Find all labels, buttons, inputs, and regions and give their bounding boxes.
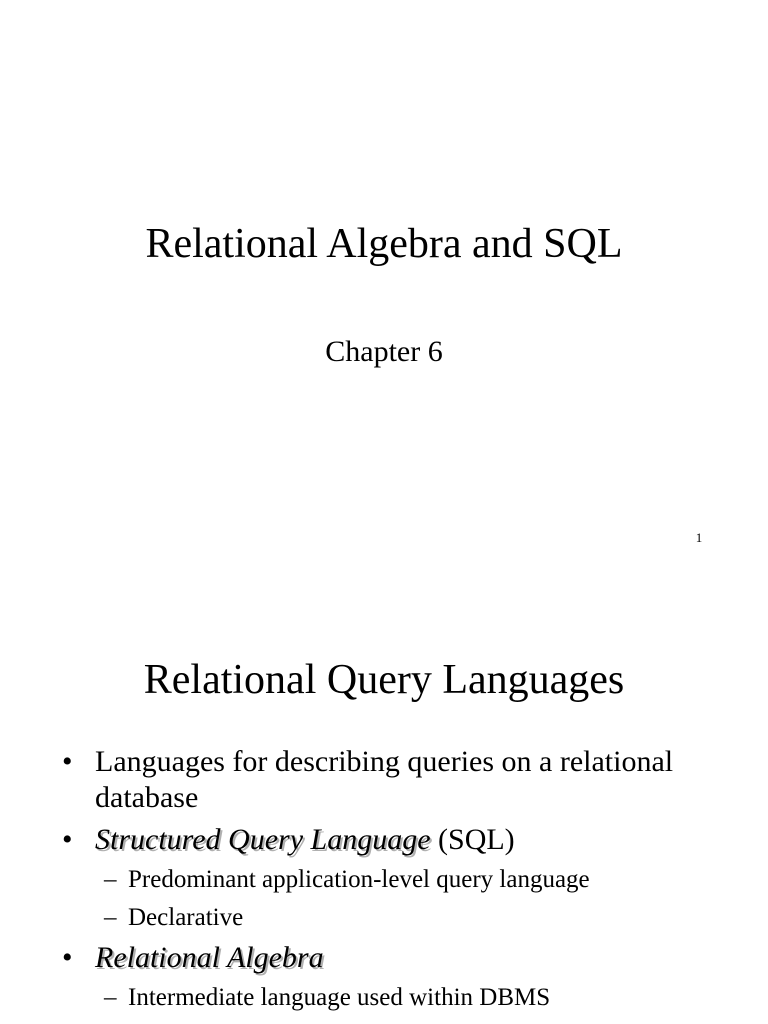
bullet-mark: • (62, 745, 73, 778)
bullet-mark: • (62, 823, 73, 856)
slide-title: Relational Query Languages (143, 657, 625, 703)
sub-bullet-item (0, 982, 768, 1014)
bullet-emphasis: Relational Algebra (95, 941, 324, 974)
page-number: 1 (695, 530, 703, 545)
sub-bullet-mark: – (104, 984, 117, 1011)
bullet-emphasis: Structured Query Language (95, 823, 431, 856)
sub-bullet-item (0, 864, 768, 896)
sub-bullet-text: Intermediate language used within DBMS (128, 984, 551, 1011)
bullet-text: (SQL) (430, 823, 515, 856)
slide-title: Relational Algebra and SQL (145, 221, 623, 267)
sub-bullet-mark: – (104, 904, 117, 931)
bullet-list (0, 744, 768, 1020)
bullet-item (0, 940, 768, 976)
sub-bullet-text: Predominant application-level query language (128, 866, 590, 893)
bullet-item (0, 744, 768, 816)
bullet-text: Languages for describing queries on a relational database (95, 745, 674, 814)
sub-bullet-item (0, 902, 768, 934)
sub-bullet-text: Declarative (128, 904, 244, 931)
slide-query-languages (0, 580, 768, 1024)
bullet-item (0, 822, 768, 858)
slide-subtitle: Chapter 6 (325, 335, 443, 368)
bullet-mark: • (62, 941, 73, 974)
sub-bullet-mark: – (104, 866, 117, 893)
